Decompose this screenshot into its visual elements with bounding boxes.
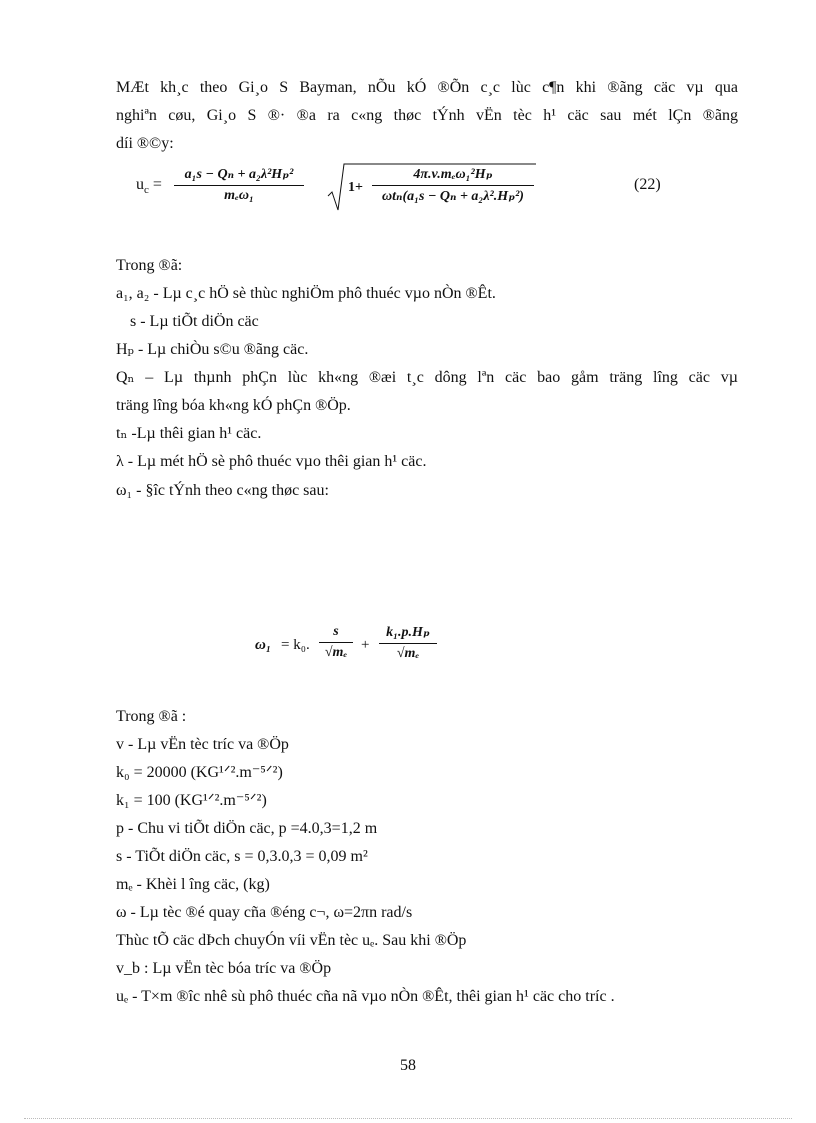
equation-number: (22)	[634, 176, 661, 193]
definition-line: s - Lµ tiÕt diÖn cäc	[130, 313, 259, 330]
definition-line: k₁ = 100 (KG¹ᐟ².m⁻⁵ᐟ²)	[116, 792, 267, 809]
definition-line: Thùc tÕ cäc dÞch chuyÓn víi vËn tèc uₑ. Sau khi ®Öp	[116, 932, 467, 949]
paragraph-line: nghiªn cøu, Gi¸o S ®· ®a ra c«ng thøc tÝnh vËn tèc h¹ cäc sau mét lÇn ®ãng	[116, 107, 738, 124]
sqrt-one: 1+	[348, 180, 363, 195]
equation-22	[116, 162, 716, 218]
omega-fraction-2	[379, 624, 437, 662]
definition-line: mₑ - Khèi l îng cäc, (kg)	[116, 876, 270, 893]
omega-plus: +	[361, 637, 370, 653]
page-number: 58	[400, 1057, 416, 1074]
fraction-denominator: mₑω₁	[224, 188, 254, 203]
definition-line: p - Chu vi tiÕt diÖn cäc, p =4.0,3=1,2 m	[116, 820, 378, 837]
omega-f2-denominator: √mₑ	[396, 646, 420, 661]
definition-line: Trong ®ã :	[116, 708, 187, 725]
sqrt-denominator: ωtₙ(a₁s − Qₙ + a₂λ².Hₚ²)	[382, 189, 524, 204]
definition-line: uₑ - T×m ®îc nhê sù phô thuéc cña nã vµo nÒn ®Êt, thêi gian h¹ cäc cho tríc .	[116, 988, 615, 1005]
sqrt-numerator: 4π.v.mₑω₁²Hₚ	[413, 167, 493, 182]
definition-line: s - TiÕt diÖn cäc, s = 0,3.0,3 = 0,09 m²	[116, 848, 368, 865]
definition-line: Trong ®ã:	[116, 257, 183, 274]
definition-line: träng lîng bóa kh«ng kÓ phÇn ®Öp.	[116, 397, 351, 414]
omega-f2-numerator: k₁.p.Hₚ	[386, 625, 430, 640]
paragraph-line: MÆt kh¸c theo Gi¸o S Bayman, nÕu kÓ ®Õn c¸c lùc c¶n khi ®ãng cäc vµ qua	[116, 79, 738, 96]
footer-divider	[24, 1118, 792, 1119]
definition-line: tₙ -Lµ thêi gian h¹ cäc.	[116, 425, 262, 442]
definition-line: Qₙ – Lµ thµnh phÇn lùc kh«ng ®æi t¸c dông lªn cäc bao gåm träng lîng cäc vµ	[116, 369, 738, 386]
equation-lhs: $u_c$ =	[136, 176, 162, 197]
definition-line: λ - Lµ mét hÖ sè phô thuéc vµo thêi gian h¹ cäc.	[116, 453, 427, 470]
definition-line: k₀ = 20000 (KG¹ᐟ².m⁻⁵ᐟ²)	[116, 764, 283, 781]
definition-line: ω₁ - §îc tÝnh theo c«ng thøc sau:	[116, 482, 329, 499]
sqrt-fraction	[372, 166, 534, 205]
omega-lhs: ω₁	[255, 637, 272, 653]
definition-line: a₁, a₂ - Lµ c¸c hÖ sè thùc nghiÖm phô thuéc vµo nÒn ®Êt.	[116, 285, 496, 302]
definition-line: v_b : Lµ vËn tèc bóa tríc va ®Öp	[116, 960, 332, 977]
definition-line: v - Lµ vËn tèc tríc va ®Öp	[116, 736, 289, 753]
definition-line: Hₚ - Lµ chiÒu s©u ®ãng cäc.	[116, 341, 309, 358]
paragraph-line: díi ®©y:	[116, 135, 174, 152]
fraction-numerator: a₁s − Qₙ + a₂λ²Hₚ²	[184, 167, 294, 182]
definition-line: ω - Lµ tèc ®é quay cña ®éng c¬, ω=2πn rad/s	[116, 904, 413, 921]
main-fraction	[174, 166, 304, 204]
omega-eq: = k₀.	[281, 637, 310, 653]
omega-f1-numerator: s	[333, 624, 339, 639]
omega-equation	[255, 622, 455, 672]
omega-f1-denominator: √mₑ	[324, 645, 348, 660]
omega-fraction-1	[319, 624, 353, 661]
